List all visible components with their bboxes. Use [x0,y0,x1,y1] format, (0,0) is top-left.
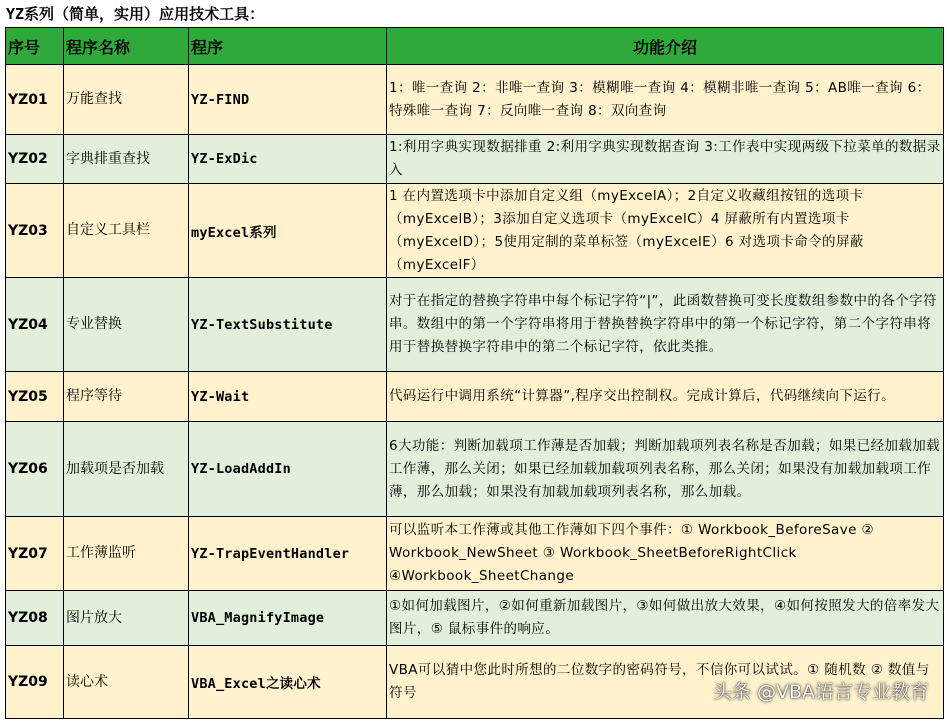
row-program: YZ-LoadAddIn [189,422,387,517]
row-description: 1：唯一查询 2：非唯一查询 3：模糊唯一查询 4：模糊非唯一查询 5：AB唯一查询 6：特殊唯一查询 7：反向唯一查询 8：双向查询 [387,65,944,135]
row-description: 1 在内置选项卡中添加自定义组（myExcelA）；2自定义收藏组按钮的选项卡（myExcelB）；3添加自定义选项卡（myExcelC）4 屏蔽所有内置选项卡（myExcelD）；5使用定制的菜单标签（myExcelE）6 对选项卡命令的屏蔽（myExcelF） [387,184,944,278]
row-id: YZ01 [6,65,64,135]
row-description: 1:利用字典实现数据排重 2:利用字典实现数据查询 3:工作表中实现两级下拉菜单的数据录入 [387,135,944,184]
table-row [6,65,944,135]
header-name: 程序名称 [64,28,189,65]
row-description: 可以监听本工作薄或其他工作薄如下四个事件：① Workbook_BeforeSave ② Workbook_NewSheet ③ Workbook_SheetBeforeRightClick ④Workbook_SheetChange [387,517,944,591]
row-id: YZ04 [6,278,64,372]
row-name: 字典排重查找 [64,135,189,184]
row-name: 工作薄监听 [64,517,189,591]
row-description: 对于在指定的替换字符串中每个标记字符“|”，此函数替换可变长度数组参数中的各个字符串。数组中的第一个字符串将用于替换替换字符串中的第一个标记字符，第二个字符串将用于替换替换字符串中的第二个标记字符，依此类推。 [387,278,944,372]
row-program: YZ-TextSubstitute [189,278,387,372]
row-id: YZ06 [6,422,64,517]
table-row [6,422,944,517]
row-name: 加载项是否加载 [64,422,189,517]
row-description: 6大功能：判断加载项工作薄是否加载；判断加载项列表名称是否加载；如果已经加载加载工作薄，那么关闭；如果已经加载加载项列表名称，那么关闭；如果没有加载加载项工作薄，那么加载；如果没有加载加载项列表名称，那么加载。 [387,422,944,517]
tools-table [5,27,944,719]
row-name: 读心术 [64,646,189,719]
row-program: YZ-Wait [189,372,387,422]
header-function: 功能介绍 [387,28,944,65]
row-description: ①如何加载图片，②如何重新加载图片，③如何做出放大效果，④如何按照发大的倍率发大图片，⑤ 鼠标事件的响应。 [387,591,944,646]
row-id: YZ03 [6,184,64,278]
row-program: YZ-TrapEventHandler [189,517,387,591]
header-id: 序号 [6,28,64,65]
row-program: myExcel系列 [189,184,387,278]
table-row [6,372,944,422]
row-name: 图片放大 [64,591,189,646]
row-id: YZ09 [6,646,64,719]
table-row [6,278,944,372]
row-id: YZ02 [6,135,64,184]
row-program: VBA_Excel之读心术 [189,646,387,719]
watermark: 头条 @VBA语言专业教育 [712,681,929,703]
row-name: 程序等待 [64,372,189,422]
row-description: 代码运行中调用系统“计算器”,程序交出控制权。完成计算后，代码继续向下运行。 [387,372,944,422]
row-name: 专业替换 [64,278,189,372]
table-row [6,517,944,591]
row-name: 万能查找 [64,65,189,135]
row-id: YZ08 [6,591,64,646]
header-program: 程序 [189,28,387,65]
row-program: VBA_MagnifyImage [189,591,387,646]
page-title: YZ系列（简单，实用）应用技术工具： [6,5,265,23]
table-row [6,591,944,646]
row-program: YZ-FIND [189,65,387,135]
table-row [6,184,944,278]
table-header-row [6,28,944,65]
table-row [6,135,944,184]
row-id: YZ05 [6,372,64,422]
row-description: VBA可以猜中您此时所想的二位数字的密码符号，不信你可以试试。① 随机数 ② 数值与符号 [387,646,944,719]
row-program: YZ-ExDic [189,135,387,184]
row-name: 自定义工具栏 [64,184,189,278]
row-id: YZ07 [6,517,64,591]
